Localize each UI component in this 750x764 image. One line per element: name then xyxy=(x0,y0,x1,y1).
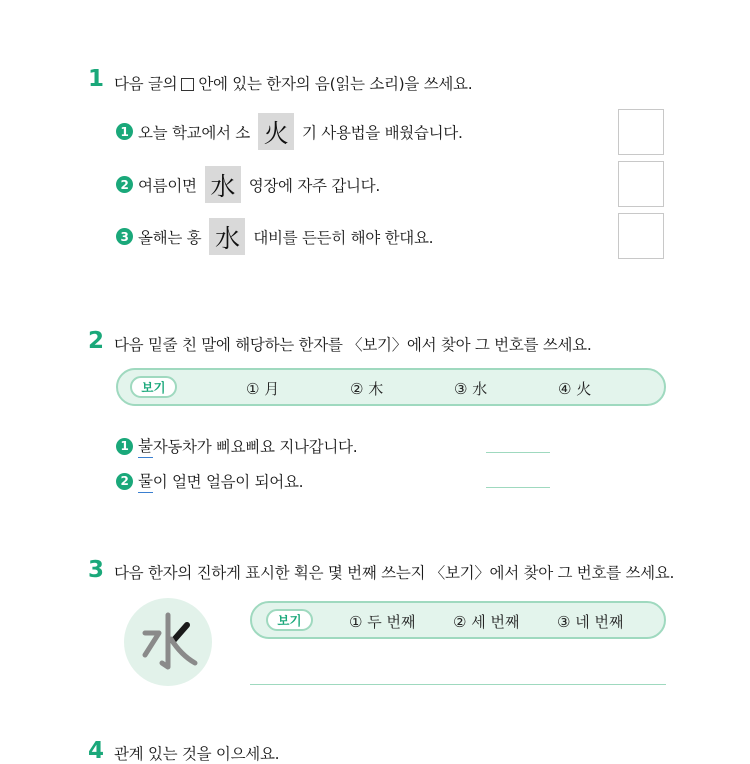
q1-item-3 xyxy=(116,218,433,255)
option-hanja: 月 xyxy=(264,380,280,398)
q3-option-3: ③ 네 번째 xyxy=(557,613,624,631)
question-4-number: 4 xyxy=(88,738,105,764)
q2-item-2-rest: 이 얼면 얼음이 되어요. xyxy=(152,473,304,491)
q3-hanja-circle xyxy=(124,598,212,686)
q1-item-2 xyxy=(116,166,380,203)
question-1-suffix: 안에 있는 한자의 음(읽는 소리)을 쓰세요. xyxy=(198,75,473,93)
q2-item-1-rest: 자동차가 삐요삐요 지나갑니다. xyxy=(152,438,358,456)
option-mark: ① xyxy=(246,380,260,398)
option-mark: ② xyxy=(350,380,364,398)
question-3-text: 다음 한자의 진하게 표시한 획은 몇 번째 쓰는지 〈보기〉에서 찾아 그 번호를 쓰세요. xyxy=(114,564,675,582)
q1-item-2-hanja: 水 xyxy=(205,166,241,203)
question-1-text xyxy=(114,72,472,94)
q2-item-2-underlined: 물 xyxy=(138,469,153,493)
option-hanja: 火 xyxy=(576,380,592,398)
q1-item-2-before: 여름이면 xyxy=(138,176,197,195)
q1-answer-box-1[interactable] xyxy=(618,109,664,155)
q2-bogi-label: 보기 xyxy=(130,376,177,398)
q2-option-1 xyxy=(246,378,279,399)
q1-item-1 xyxy=(116,113,463,150)
stroke-bold xyxy=(173,625,187,641)
q2-option-2 xyxy=(350,378,383,399)
q3-hanja-strokes xyxy=(135,609,201,675)
q1-item-1-after: 기 사용법을 배웠습니다. xyxy=(301,123,463,142)
q1-item-3-before: 올해는 홍 xyxy=(138,228,202,247)
question-2-text: 다음 밑줄 친 말에 해당하는 한자를 〈보기〉에서 찾아 그 번호를 쓰세요. xyxy=(114,336,592,354)
q2-option-3 xyxy=(454,378,487,399)
question-4-text: 관계 있는 것을 이으세요. xyxy=(114,745,280,763)
question-2-number: 2 xyxy=(88,328,105,354)
q3-bogi-label: 보기 xyxy=(266,609,313,631)
q2-answer-line-1[interactable] xyxy=(486,452,550,453)
question-1-prefix: 다음 글의 xyxy=(114,75,178,93)
item-number-badge: 1 xyxy=(116,123,133,140)
q1-item-3-after: 대비를 든든히 해야 한대요. xyxy=(253,228,434,247)
q1-answer-box-3[interactable] xyxy=(618,213,664,259)
q3-option-1: ① 두 번째 xyxy=(349,613,416,631)
q1-item-2-after: 영장에 자주 갑니다. xyxy=(248,176,380,195)
q1-item-1-hanja: 火 xyxy=(258,113,294,150)
item-number-badge: 2 xyxy=(116,473,133,490)
item-number-badge: 3 xyxy=(116,228,133,245)
q3-option-2: ② 세 번째 xyxy=(453,613,520,631)
q1-item-3-hanja: 水 xyxy=(209,218,245,255)
q1-item-1-before: 오늘 학교에서 소 xyxy=(138,123,250,142)
question-3-number: 3 xyxy=(88,557,105,583)
stroke-center xyxy=(162,615,168,667)
item-number-badge: 2 xyxy=(116,176,133,193)
q2-option-4 xyxy=(558,378,591,399)
q2-item-1 xyxy=(116,434,357,458)
item-number-badge: 1 xyxy=(116,438,133,455)
stroke-right-lower xyxy=(171,639,195,663)
stroke-left xyxy=(145,633,159,655)
q2-item-1-underlined: 불 xyxy=(138,434,153,458)
q1-answer-box-2[interactable] xyxy=(618,161,664,207)
square-box-icon xyxy=(181,78,194,91)
option-mark: ④ xyxy=(558,380,572,398)
question-1-number: 1 xyxy=(88,66,105,92)
q2-item-2 xyxy=(116,469,303,493)
q2-answer-line-2[interactable] xyxy=(486,487,550,488)
option-hanja: 木 xyxy=(368,380,384,398)
option-hanja: 水 xyxy=(472,380,488,398)
option-mark: ③ xyxy=(454,380,468,398)
q3-answer-line[interactable] xyxy=(250,684,666,685)
